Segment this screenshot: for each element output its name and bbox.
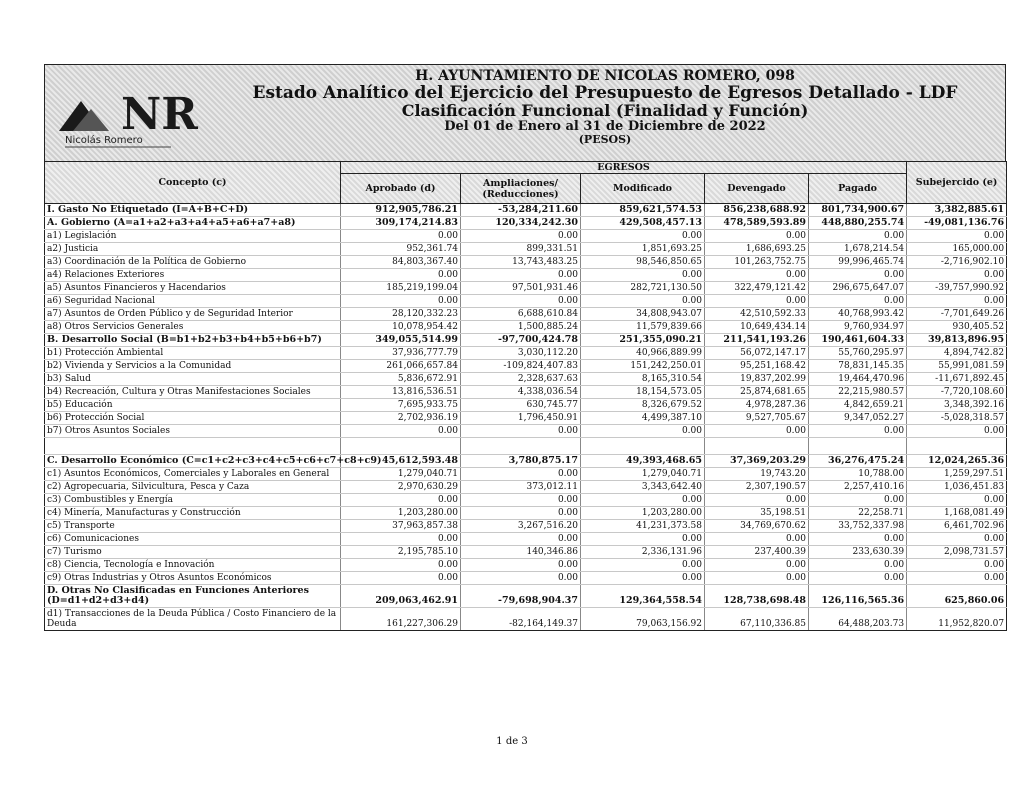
modificado-cell: 129,364,558.54 xyxy=(581,585,705,608)
subejercido-cell: 0.00 xyxy=(907,269,1007,282)
modificado-cell: 3,343,642.40 xyxy=(581,481,705,494)
devengado-cell: 0.00 xyxy=(705,572,809,585)
concept-cell: C. Desarrollo Económico (C=c1+c2+c3+c4+c5+c6+c7+c8+c9) xyxy=(45,455,341,468)
modificado-cell: 11,579,839.66 xyxy=(581,321,705,334)
ampliaciones-cell: 3,780,875.17 xyxy=(461,455,581,468)
subejercido-cell: 4,894,742.82 xyxy=(907,347,1007,360)
table-row xyxy=(45,412,1007,425)
table-row xyxy=(45,230,1007,243)
devengado-cell: 95,251,168.42 xyxy=(705,360,809,373)
table-row xyxy=(45,321,1007,334)
modificado-cell: 40,966,889.99 xyxy=(581,347,705,360)
page-number: 1 de 3 xyxy=(496,736,528,747)
ampliaciones-cell: 0.00 xyxy=(461,425,581,438)
pagado-cell: 0.00 xyxy=(809,533,907,546)
pagado-cell: 0.00 xyxy=(809,425,907,438)
modificado-cell: 429,508,457.13 xyxy=(581,217,705,230)
pagado-cell: 36,276,475.24 xyxy=(809,455,907,468)
subejercido-cell: -7,720,108.60 xyxy=(907,386,1007,399)
col-aprobado: Aprobado (d) xyxy=(341,174,461,204)
modificado-cell: 251,355,090.21 xyxy=(581,334,705,347)
subejercido-cell: 39,813,896.95 xyxy=(907,334,1007,347)
aprobado-cell: 2,702,936.19 xyxy=(341,412,461,425)
devengado-cell: 0.00 xyxy=(705,230,809,243)
col-subejercido: Subejercido (e) xyxy=(907,162,1007,204)
ampliaciones-cell: 4,338,036.54 xyxy=(461,386,581,399)
report-units: (PESOS) xyxy=(578,133,632,146)
devengado-cell: 0.00 xyxy=(705,295,809,308)
pagado-cell: 190,461,604.33 xyxy=(809,334,907,347)
concept-cell: a5) Asuntos Financieros y Hacendarios xyxy=(45,282,341,295)
aprobado-cell: 1,279,040.71 xyxy=(341,468,461,481)
ampliaciones-cell: 2,328,637.63 xyxy=(461,373,581,386)
ampliaciones-cell: 3,267,516.20 xyxy=(461,520,581,533)
pagado-cell: 22,215,980.57 xyxy=(809,386,907,399)
table-row xyxy=(45,282,1007,295)
devengado-cell: 211,541,193.26 xyxy=(705,334,809,347)
ampliaciones-cell: 630,745.77 xyxy=(461,399,581,412)
modificado-cell: 8,165,310.54 xyxy=(581,373,705,386)
municipality-logo xyxy=(51,73,221,151)
pagado-cell: 801,734,900.67 xyxy=(809,204,907,217)
concept-cell: I. Gasto No Etiquetado (I=A+B+C+D) xyxy=(45,204,341,217)
concept-cell: a8) Otros Servicios Generales xyxy=(45,321,341,334)
aprobado-cell: 37,936,777.79 xyxy=(341,347,461,360)
ampliaciones-cell: -97,700,424.78 xyxy=(461,334,581,347)
aprobado-cell: 84,803,367.40 xyxy=(341,256,461,269)
pagado-cell: 1,678,214.54 xyxy=(809,243,907,256)
pagado-cell: 55,760,295.97 xyxy=(809,347,907,360)
subejercido-cell: 930,405.52 xyxy=(907,321,1007,334)
concept-cell: D. Otras No Clasificadas en Funciones Anteriores (D=d1+d2+d3+d4) xyxy=(45,585,341,608)
devengado-cell: 128,738,698.48 xyxy=(705,585,809,608)
modificado-cell: 0.00 xyxy=(581,533,705,546)
table-row xyxy=(45,546,1007,559)
subejercido-cell: 0.00 xyxy=(907,572,1007,585)
report-period: Del 01 de Enero al 31 de Diciembre de 2022 xyxy=(444,119,766,134)
table-row xyxy=(45,334,1007,347)
subejercido-cell: 0.00 xyxy=(907,533,1007,546)
logo-graphic xyxy=(51,73,221,151)
concept-cell: c8) Ciencia, Tecnología e Innovación xyxy=(45,559,341,572)
devengado-cell: 478,589,593.89 xyxy=(705,217,809,230)
devengado-cell: 56,072,147.17 xyxy=(705,347,809,360)
concept-cell: c9) Otras Industrias y Otros Asuntos Económicos xyxy=(45,572,341,585)
modificado-cell: 0.00 xyxy=(581,230,705,243)
subejercido-cell: 0.00 xyxy=(907,230,1007,243)
col-ampliaciones: Ampliaciones/ (Reducciones) xyxy=(461,174,581,204)
concept-cell: a2) Justicia xyxy=(45,243,341,256)
table-row xyxy=(45,520,1007,533)
subejercido-cell: 1,036,451.83 xyxy=(907,481,1007,494)
modificado-cell: 34,808,943.07 xyxy=(581,308,705,321)
table-row xyxy=(45,585,1007,608)
devengado-cell: 0.00 xyxy=(705,533,809,546)
ampliaciones-cell: -79,698,904.37 xyxy=(461,585,581,608)
modificado-cell: 1,203,280.00 xyxy=(581,507,705,520)
modificado-cell: 49,393,468.65 xyxy=(581,455,705,468)
devengado-cell: 0.00 xyxy=(705,559,809,572)
modificado-cell: 0.00 xyxy=(581,572,705,585)
pagado-cell: 22,258.71 xyxy=(809,507,907,520)
modificado-cell: 2,336,131.96 xyxy=(581,546,705,559)
spacer-cell xyxy=(581,438,705,455)
concept-cell: b2) Vivienda y Servicios a la Comunidad xyxy=(45,360,341,373)
aprobado-cell: 0.00 xyxy=(341,572,461,585)
modificado-cell: 98,546,850.65 xyxy=(581,256,705,269)
aprobado-cell: 0.00 xyxy=(341,230,461,243)
modificado-cell: 79,063,156.92 xyxy=(581,608,705,631)
aprobado-cell: 2,970,630.29 xyxy=(341,481,461,494)
spacer-cell xyxy=(341,438,461,455)
table-row xyxy=(45,438,1007,455)
col-modificado: Modificado xyxy=(581,174,705,204)
ampliaciones-cell: 899,331.51 xyxy=(461,243,581,256)
aprobado-cell: 5,836,672.91 xyxy=(341,373,461,386)
modificado-cell: 0.00 xyxy=(581,559,705,572)
pagado-cell: 0.00 xyxy=(809,269,907,282)
table-row xyxy=(45,572,1007,585)
concept-cell: c4) Minería, Manufacturas y Construcción xyxy=(45,507,341,520)
pagado-cell: 10,788.00 xyxy=(809,468,907,481)
devengado-cell: 34,769,670.62 xyxy=(705,520,809,533)
modificado-cell: 0.00 xyxy=(581,494,705,507)
pagado-cell: 0.00 xyxy=(809,295,907,308)
subejercido-cell: 0.00 xyxy=(907,494,1007,507)
ampliaciones-cell: 0.00 xyxy=(461,468,581,481)
pagado-cell: 126,116,565.36 xyxy=(809,585,907,608)
ampliaciones-cell: -82,164,149.37 xyxy=(461,608,581,631)
pagado-cell: 9,760,934.97 xyxy=(809,321,907,334)
aprobado-cell: 0.00 xyxy=(341,295,461,308)
pagado-cell: 9,347,052.27 xyxy=(809,412,907,425)
aprobado-cell: 45,612,593.48 xyxy=(341,455,461,468)
devengado-cell: 0.00 xyxy=(705,494,809,507)
subejercido-cell: 11,952,820.07 xyxy=(907,608,1007,631)
ampliaciones-cell: 1,796,450.91 xyxy=(461,412,581,425)
modificado-cell: 859,621,574.53 xyxy=(581,204,705,217)
spacer-cell xyxy=(907,438,1007,455)
subejercido-cell: 3,382,885.61 xyxy=(907,204,1007,217)
table-row xyxy=(45,347,1007,360)
concept-cell: b1) Protección Ambiental xyxy=(45,347,341,360)
aprobado-cell: 2,195,785.10 xyxy=(341,546,461,559)
ampliaciones-cell: 373,012.11 xyxy=(461,481,581,494)
devengado-cell: 2,307,190.57 xyxy=(705,481,809,494)
devengado-cell: 4,978,287.36 xyxy=(705,399,809,412)
subejercido-cell: 2,098,731.57 xyxy=(907,546,1007,559)
svg-text:NR: NR xyxy=(121,89,198,140)
ampliaciones-cell: 97,501,931.46 xyxy=(461,282,581,295)
table-row xyxy=(45,608,1007,631)
ampliaciones-cell: 13,743,483.25 xyxy=(461,256,581,269)
pagado-cell: 4,842,659.21 xyxy=(809,399,907,412)
table-row xyxy=(45,243,1007,256)
aprobado-cell: 10,078,954.42 xyxy=(341,321,461,334)
concept-cell: c2) Agropecuaria, Silvicultura, Pesca y Caza xyxy=(45,481,341,494)
devengado-cell: 237,400.39 xyxy=(705,546,809,559)
concept-cell: B. Desarrollo Social (B=b1+b2+b3+b4+b5+b6+b7) xyxy=(45,334,341,347)
aprobado-cell: 28,120,332.23 xyxy=(341,308,461,321)
table-row xyxy=(45,204,1007,217)
ampliaciones-cell: -53,284,211.60 xyxy=(461,204,581,217)
pagado-cell: 33,752,337.98 xyxy=(809,520,907,533)
ampliaciones-cell: 6,688,610.84 xyxy=(461,308,581,321)
table-row xyxy=(45,481,1007,494)
pagado-cell: 2,257,410.16 xyxy=(809,481,907,494)
aprobado-cell: 185,219,199.04 xyxy=(341,282,461,295)
subejercido-cell: 55,991,081.59 xyxy=(907,360,1007,373)
concept-cell: c3) Combustibles y Energía xyxy=(45,494,341,507)
logo-text: Nicolás Romero xyxy=(65,135,143,146)
ampliaciones-cell: 0.00 xyxy=(461,507,581,520)
table-row xyxy=(45,269,1007,282)
ampliaciones-cell: 0.00 xyxy=(461,230,581,243)
devengado-cell: 9,527,705.67 xyxy=(705,412,809,425)
table-row xyxy=(45,399,1007,412)
col-pagado: Pagado xyxy=(809,174,907,204)
col-devengado: Devengado xyxy=(705,174,809,204)
table-row xyxy=(45,217,1007,230)
subejercido-cell: 165,000.00 xyxy=(907,243,1007,256)
modificado-cell: 151,242,250.01 xyxy=(581,360,705,373)
concept-cell: b6) Protección Social xyxy=(45,412,341,425)
pagado-cell: 40,768,993.42 xyxy=(809,308,907,321)
devengado-cell: 35,198.51 xyxy=(705,507,809,520)
concept-cell: b7) Otros Asuntos Sociales xyxy=(45,425,341,438)
col-egresos-group: EGRESOS xyxy=(341,162,907,174)
pagado-cell: 0.00 xyxy=(809,572,907,585)
modificado-cell: 0.00 xyxy=(581,425,705,438)
table-row xyxy=(45,494,1007,507)
subejercido-cell: 0.00 xyxy=(907,559,1007,572)
modificado-cell: 0.00 xyxy=(581,295,705,308)
spacer-cell xyxy=(461,438,581,455)
aprobado-cell: 309,174,214.83 xyxy=(341,217,461,230)
aprobado-cell: 161,227,306.29 xyxy=(341,608,461,631)
col-concept: Concepto (c) xyxy=(45,162,341,204)
table-row xyxy=(45,373,1007,386)
aprobado-cell: 1,203,280.00 xyxy=(341,507,461,520)
pagado-cell: 99,996,465.74 xyxy=(809,256,907,269)
concept-cell: b5) Educación xyxy=(45,399,341,412)
aprobado-cell: 349,055,514.99 xyxy=(341,334,461,347)
modificado-cell: 0.00 xyxy=(581,269,705,282)
concept-cell: a4) Relaciones Exteriores xyxy=(45,269,341,282)
budget-table-body xyxy=(45,204,1007,631)
ampliaciones-cell: 0.00 xyxy=(461,572,581,585)
ampliaciones-cell: 120,334,242.30 xyxy=(461,217,581,230)
pagado-cell: 296,675,647.07 xyxy=(809,282,907,295)
ampliaciones-cell: 1,500,885.24 xyxy=(461,321,581,334)
ampliaciones-cell: 0.00 xyxy=(461,295,581,308)
aprobado-cell: 0.00 xyxy=(341,559,461,572)
aprobado-cell: 7,695,933.75 xyxy=(341,399,461,412)
table-row xyxy=(45,468,1007,481)
devengado-cell: 42,510,592.33 xyxy=(705,308,809,321)
subejercido-cell: 625,860.06 xyxy=(907,585,1007,608)
ampliaciones-cell: 0.00 xyxy=(461,269,581,282)
subejercido-cell: 12,024,265.36 xyxy=(907,455,1007,468)
devengado-cell: 37,369,203.29 xyxy=(705,455,809,468)
devengado-cell: 322,479,121.42 xyxy=(705,282,809,295)
subejercido-cell: -39,757,990.92 xyxy=(907,282,1007,295)
modificado-cell: 1,851,693.25 xyxy=(581,243,705,256)
concept-cell: c5) Transporte xyxy=(45,520,341,533)
aprobado-cell: 0.00 xyxy=(341,533,461,546)
spacer-cell xyxy=(705,438,809,455)
table-row xyxy=(45,386,1007,399)
modificado-cell: 282,721,130.50 xyxy=(581,282,705,295)
table-row xyxy=(45,360,1007,373)
table-row xyxy=(45,559,1007,572)
concept-cell: a3) Coordinación de la Política de Gobierno xyxy=(45,256,341,269)
concept-cell: b4) Recreación, Cultura y Otras Manifestaciones Sociales xyxy=(45,386,341,399)
aprobado-cell: 912,905,786.21 xyxy=(341,204,461,217)
report-titles xyxy=(215,69,995,146)
pagado-cell: 64,488,203.73 xyxy=(809,608,907,631)
pagado-cell: 233,630.39 xyxy=(809,546,907,559)
devengado-cell: 25,874,681.65 xyxy=(705,386,809,399)
aprobado-cell: 0.00 xyxy=(341,494,461,507)
aprobado-cell: 209,063,462.91 xyxy=(341,585,461,608)
subejercido-cell: -7,701,649.26 xyxy=(907,308,1007,321)
subejercido-cell: 3,348,392.16 xyxy=(907,399,1007,412)
spacer-cell xyxy=(45,438,341,455)
concept-cell: a7) Asuntos de Orden Público y de Seguridad Interior xyxy=(45,308,341,321)
table-row xyxy=(45,425,1007,438)
table-row xyxy=(45,308,1007,321)
budget-table xyxy=(44,161,1007,631)
pagado-cell: 448,880,255.74 xyxy=(809,217,907,230)
modificado-cell: 1,279,040.71 xyxy=(581,468,705,481)
devengado-cell: 19,743.20 xyxy=(705,468,809,481)
aprobado-cell: 261,066,657.84 xyxy=(341,360,461,373)
concept-cell: d1) Transacciones de la Deuda Pública / Costo Financiero de la Deuda xyxy=(45,608,341,631)
report-classification: Clasificación Funcional (Finalidad y Función) xyxy=(401,101,809,120)
devengado-cell: 856,238,688.92 xyxy=(705,204,809,217)
concept-cell: b3) Salud xyxy=(45,373,341,386)
spacer-cell xyxy=(809,438,907,455)
devengado-cell: 19,837,202.99 xyxy=(705,373,809,386)
concept-cell: A. Gobierno (A=a1+a2+a3+a4+a5+a6+a7+a8) xyxy=(45,217,341,230)
concept-cell: a6) Seguridad Nacional xyxy=(45,295,341,308)
modificado-cell: 4,499,387.10 xyxy=(581,412,705,425)
subejercido-cell: 1,259,297.51 xyxy=(907,468,1007,481)
concept-cell: c1) Asuntos Económicos, Comerciales y Laborales en General xyxy=(45,468,341,481)
pagado-cell: 0.00 xyxy=(809,230,907,243)
pagado-cell: 0.00 xyxy=(809,494,907,507)
devengado-cell: 0.00 xyxy=(705,269,809,282)
ampliaciones-cell: -109,824,407.83 xyxy=(461,360,581,373)
table-row xyxy=(45,295,1007,308)
ampliaciones-cell: 0.00 xyxy=(461,494,581,507)
table-row xyxy=(45,507,1007,520)
aprobado-cell: 0.00 xyxy=(341,269,461,282)
aprobado-cell: 0.00 xyxy=(341,425,461,438)
subejercido-cell: 6,461,702.96 xyxy=(907,520,1007,533)
ampliaciones-cell: 140,346.86 xyxy=(461,546,581,559)
ampliaciones-cell: 0.00 xyxy=(461,533,581,546)
subejercido-cell: -5,028,318.57 xyxy=(907,412,1007,425)
devengado-cell: 10,649,434.14 xyxy=(705,321,809,334)
table-row xyxy=(45,256,1007,269)
modificado-cell: 41,231,373.58 xyxy=(581,520,705,533)
devengado-cell: 1,686,693.25 xyxy=(705,243,809,256)
devengado-cell: 0.00 xyxy=(705,425,809,438)
subejercido-cell: -2,716,902.10 xyxy=(907,256,1007,269)
modificado-cell: 18,154,573.05 xyxy=(581,386,705,399)
aprobado-cell: 13,816,536.51 xyxy=(341,386,461,399)
report-sheet xyxy=(44,64,1006,631)
aprobado-cell: 952,361.74 xyxy=(341,243,461,256)
ampliaciones-cell: 0.00 xyxy=(461,559,581,572)
entity-name: H. AYUNTAMIENTO DE NICOLAS ROMERO, 098 xyxy=(415,68,795,84)
subejercido-cell: 0.00 xyxy=(907,425,1007,438)
concept-cell: c7) Turismo xyxy=(45,546,341,559)
table-row xyxy=(45,455,1007,468)
subejercido-cell: 0.00 xyxy=(907,295,1007,308)
devengado-cell: 67,110,336.85 xyxy=(705,608,809,631)
report-header xyxy=(44,64,1006,161)
report-title: Estado Analítico del Ejercicio del Presupuesto de Egresos Detallado - LDF xyxy=(252,83,958,103)
pagado-cell: 78,831,145.35 xyxy=(809,360,907,373)
ampliaciones-cell: 3,030,112.20 xyxy=(461,347,581,360)
subejercido-cell: -11,671,892.45 xyxy=(907,373,1007,386)
pagado-cell: 19,464,470.96 xyxy=(809,373,907,386)
table-row xyxy=(45,533,1007,546)
concept-cell: c6) Comunicaciones xyxy=(45,533,341,546)
devengado-cell: 101,263,752.75 xyxy=(705,256,809,269)
pagado-cell: 0.00 xyxy=(809,559,907,572)
modificado-cell: 8,326,679.52 xyxy=(581,399,705,412)
concept-cell: a1) Legislación xyxy=(45,230,341,243)
aprobado-cell: 37,963,857.38 xyxy=(341,520,461,533)
subejercido-cell: 1,168,081.49 xyxy=(907,507,1007,520)
subejercido-cell: -49,081,136.76 xyxy=(907,217,1007,230)
